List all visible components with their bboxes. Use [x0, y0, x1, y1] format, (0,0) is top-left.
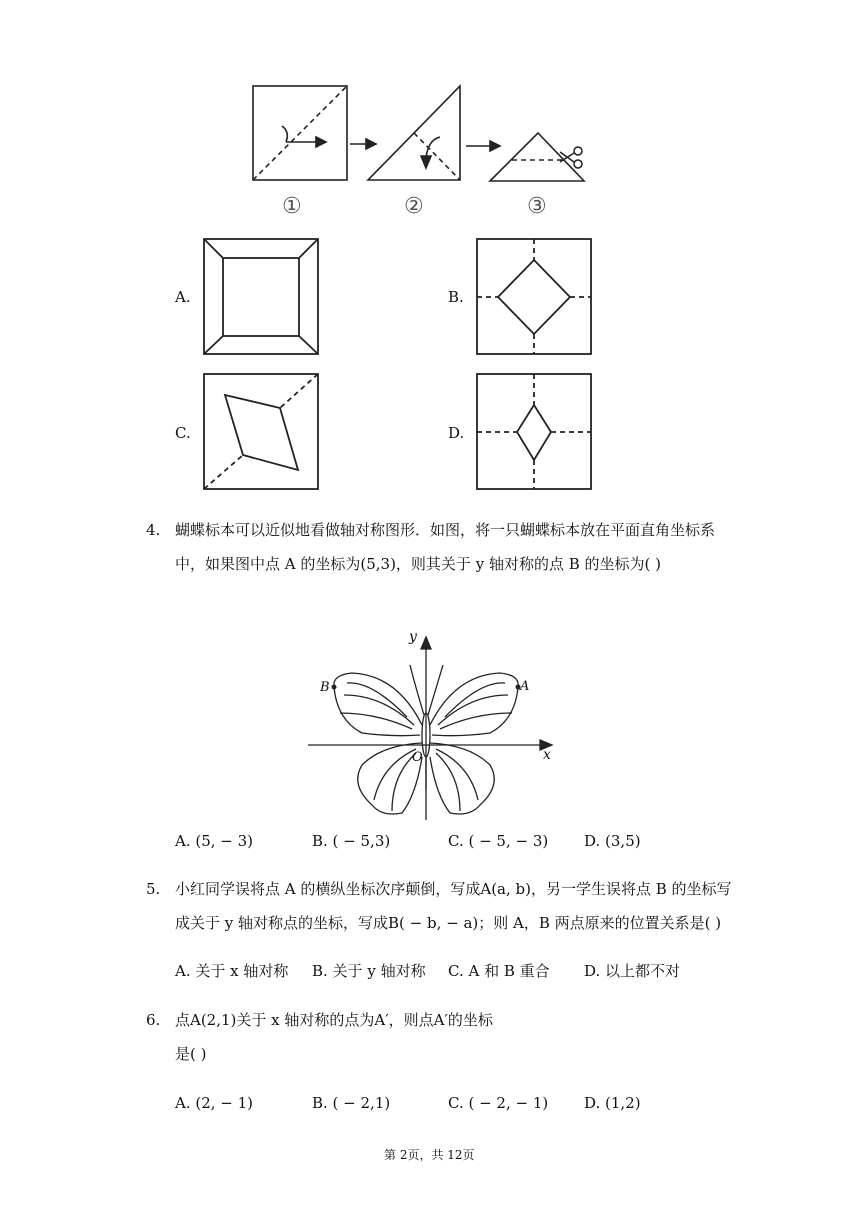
fold-step-1-label: ①: [282, 194, 302, 219]
q4-option-c: C. ( − 5, − 3): [448, 832, 549, 850]
butterfly-y-axis-label: y: [409, 629, 417, 645]
butterfly-origin-label: O: [412, 750, 423, 765]
q5-option-d: D. 以上都不对: [584, 962, 681, 980]
q5-text-line1: 小红同学误将点 A 的横纵坐标次序颠倒，写成A(a, b)，另一学生误将点 B 的坐标写: [175, 880, 732, 898]
butterfly-point-b-label: B: [320, 680, 330, 695]
q6-option-b: B. ( − 2,1): [312, 1094, 391, 1112]
q4-text-line1: 蝴蝶标本可以近似地看做轴对称图形．如图，将一只蝴蝶标本放在平面直角坐标系: [175, 521, 716, 539]
q3-option-b-figure: [476, 238, 596, 358]
point-b-marker: [332, 685, 337, 690]
q6-option-c: C. ( − 2, − 1): [448, 1094, 549, 1112]
q3-option-c-figure: [203, 373, 323, 493]
q4-option-b: B. ( − 5,3): [312, 832, 391, 850]
q3-option-a-label: A.: [175, 288, 191, 306]
q5-option-a: A. 关于 x 轴对称: [175, 962, 289, 980]
fold-step-2-figure: [368, 86, 460, 180]
fold-arrow-1-icon: [350, 139, 376, 149]
q3-option-a-figure: [203, 238, 323, 358]
q6-text-line2: 是( ): [175, 1045, 207, 1063]
q3-option-d-label: D.: [448, 424, 465, 442]
scissors-icon: [560, 147, 582, 168]
q3-option-d-figure: [476, 373, 596, 493]
q4-option-d: D. (3,5): [584, 832, 641, 850]
q4-number: 4.: [146, 521, 161, 539]
fold-step-2-label: ②: [404, 194, 424, 219]
q5-text-line2: 成关于 y 轴对称点的坐标，写成B( − b, − a)；则 A，B 两点原来的位置关系是( ): [175, 914, 722, 932]
fold-step-1-figure: [253, 86, 347, 180]
q4-option-a: A. (5, − 3): [175, 832, 254, 850]
page-footer: 第 2页，共 12页: [384, 1148, 475, 1162]
q5-number: 5.: [146, 880, 161, 898]
butterfly-x-axis-label: x: [543, 747, 551, 763]
q6-text-line1: 点A(2,1)关于 x 轴对称的点为A′，则点A′的坐标: [175, 1011, 493, 1029]
q6-option-d: D. (1,2): [584, 1094, 641, 1112]
q6-number: 6.: [146, 1011, 161, 1029]
butterfly-coordinate-figure: [0, 625, 860, 825]
fold-arrow-2-icon: [466, 141, 500, 151]
q6-option-a: A. (2, − 1): [175, 1094, 254, 1112]
q3-option-c-label: C.: [175, 424, 191, 442]
q3-option-b-label: B.: [448, 288, 464, 306]
butterfly-point-a-label: A: [520, 679, 530, 694]
folding-diagram: [0, 0, 860, 230]
q5-option-c: C. A 和 B 重合: [448, 962, 550, 980]
q5-option-b: B. 关于 y 轴对称: [312, 962, 426, 980]
fold-step-3-figure: [490, 133, 584, 181]
fold-step-3-label: ③: [527, 194, 547, 219]
q4-text-line2: 中，如果图中点 A 的坐标为(5,3)，则其关于 y 轴对称的点 B 的坐标为( ): [175, 555, 661, 573]
